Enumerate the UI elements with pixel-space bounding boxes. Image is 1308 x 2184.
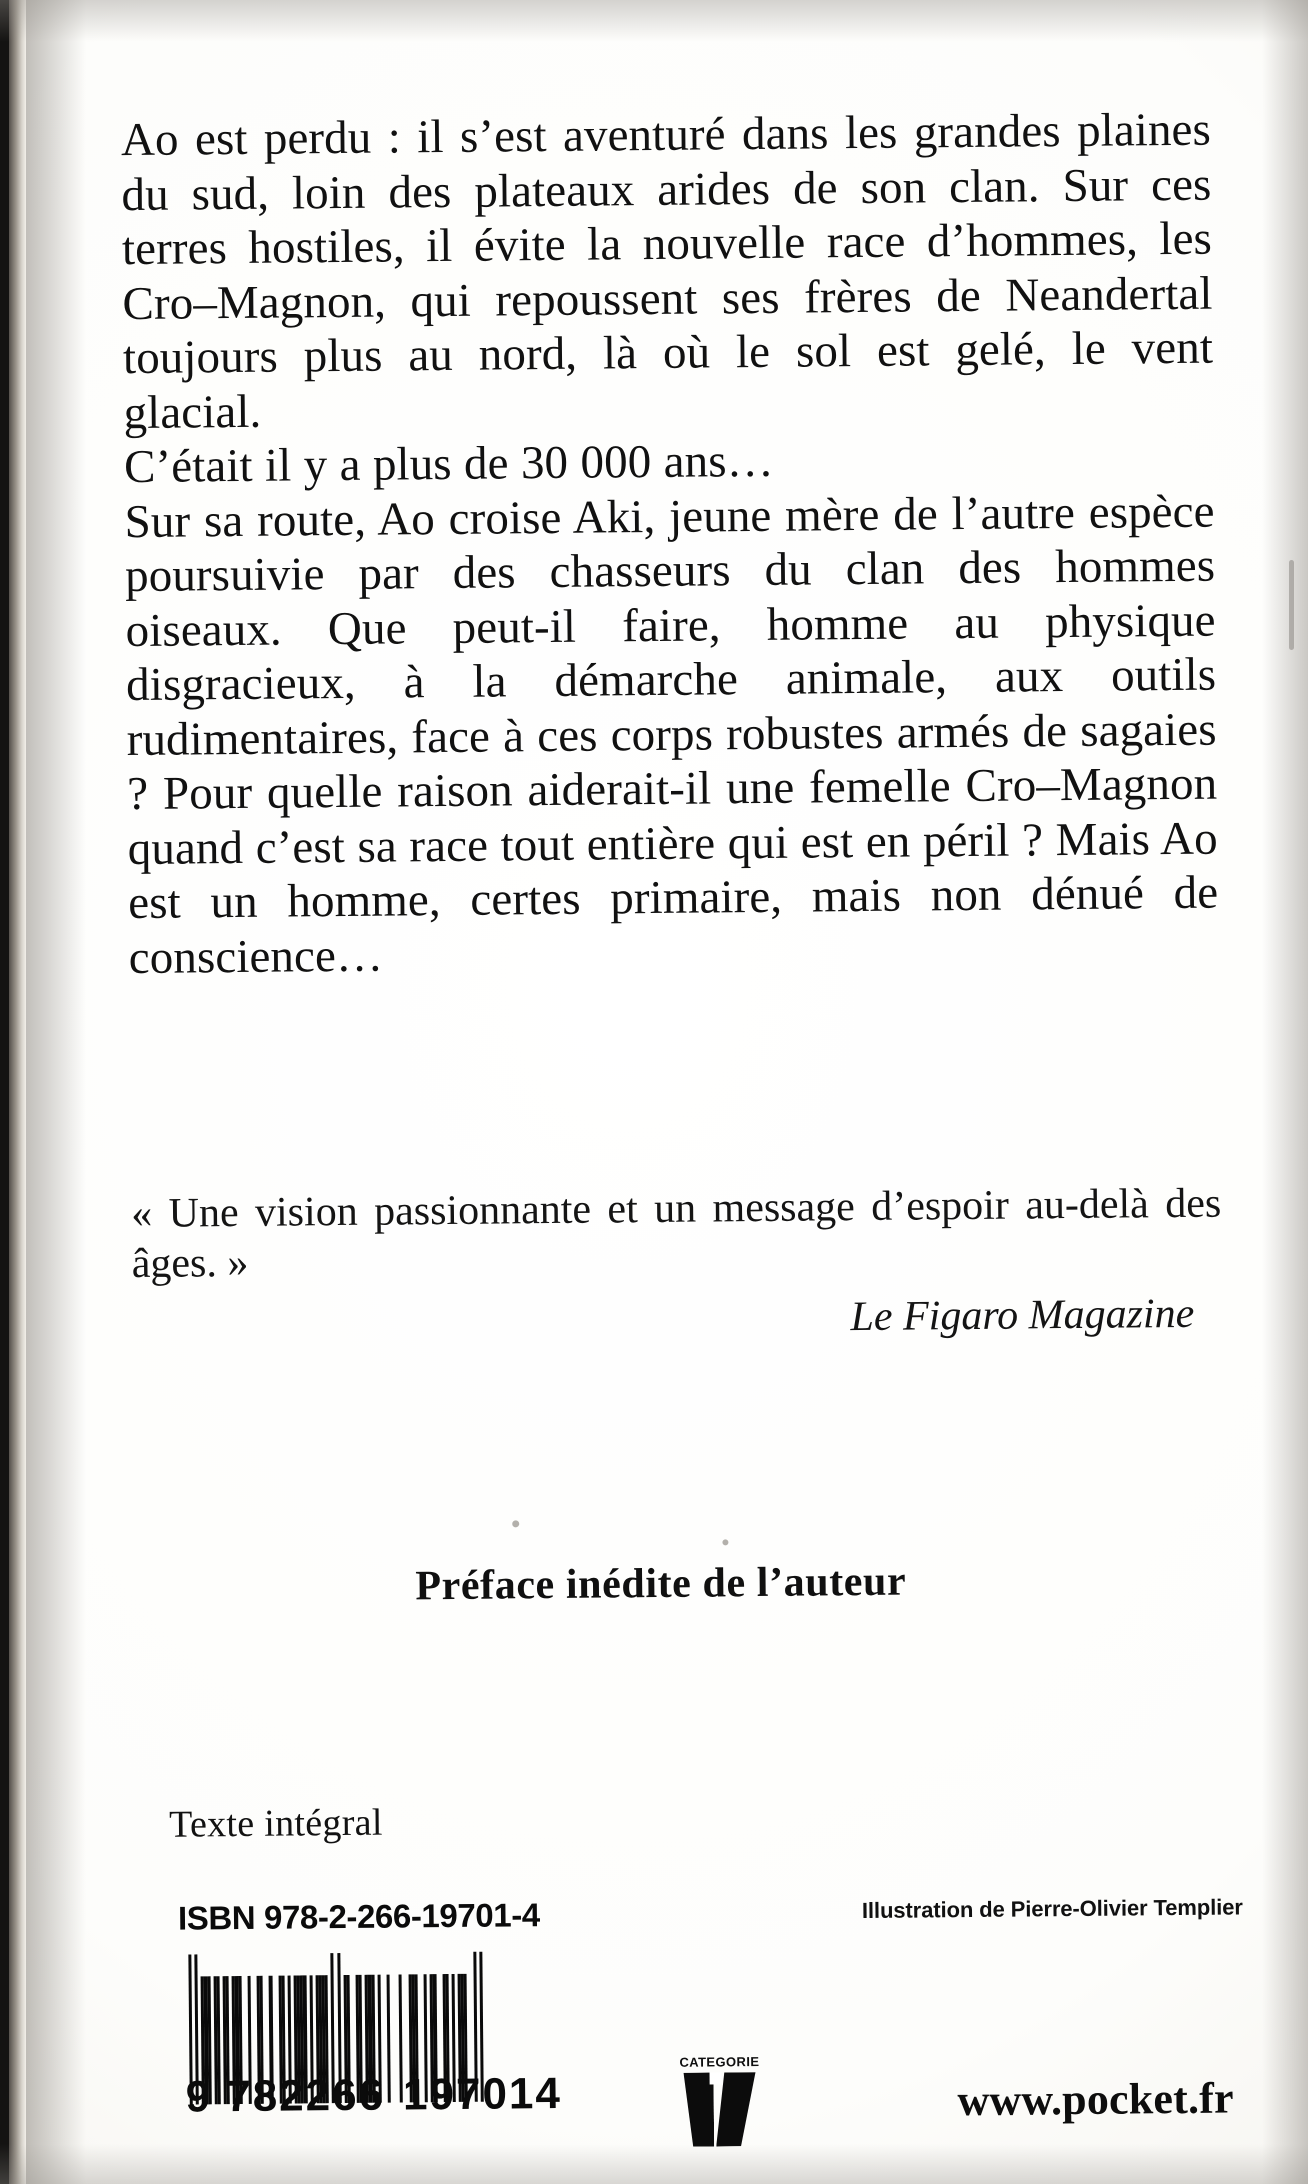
press-quote-source: Le Figaro Magazine [850, 1290, 1195, 1341]
preface-note: Préface inédite de l’auteur [415, 1558, 907, 1610]
category-badge-label: CATEGORIE [679, 2054, 760, 2070]
barcode-digits-left: 782266 [225, 2070, 386, 2122]
press-quote-text: « Une vision passionnante et un message d’espoir au-delà des âges. » [131, 1180, 1222, 1287]
press-quote [131, 1180, 1222, 1290]
right-edge-mark [1289, 560, 1294, 650]
scan-speck [722, 1539, 728, 1545]
book-spine-dark-edge [0, 0, 9, 2184]
blurb-paragraph-2: C’était il y a plus de 30 000 ans… [123, 434, 774, 494]
edition-note: Texte intégral [168, 1801, 383, 1846]
blurb-paragraph-1: Ao est perdu : il s’est aventuré dans les grandes plaines du sud, loin des plateaux arides de son clan. Sur ces terres hostiles, il évite la nouvelle race d’hommes, les Cro–Magnon, qui repoussent ses frères de Neandertal toujours plus au nord, là où le sol est gelé, le vent glacial. [120, 103, 1214, 439]
isbn-text: ISBN 978-2-266-19701-4 [177, 1896, 540, 1937]
blurb-text [121, 103, 1219, 986]
blurb-paragraph-3: Sur sa route, Ao croise Aki, jeune mère de l’autre espèce poursuivie par des chasseurs du clan des hommes oiseaux. Que peut-il faire, homme au physique disgracieux, à la démarche animale, aux outils rudimentaires, face à ces corps robustes armés de sagaies ? Pour quelle raison aiderait-il une femelle Cro–Magnon quand c’est sa race tout entière qui est en péril ? Mais Ao est un homme, certes primaire, mais non dénué de conscience… [124, 485, 1219, 984]
barcode-digits [185, 2069, 605, 2123]
category-badge [664, 2054, 775, 2147]
barcode-digits-right: 197014 [402, 2068, 563, 2120]
scan-speck [512, 1520, 519, 1527]
category-seven-icon [684, 2072, 757, 2147]
barcode-digit-lead: 9 [185, 2072, 213, 2122]
illustration-credit: Illustration de Pierre-Olivier Templier [861, 1894, 1243, 1924]
publisher-website: www.pocket.fr [957, 2073, 1235, 2126]
